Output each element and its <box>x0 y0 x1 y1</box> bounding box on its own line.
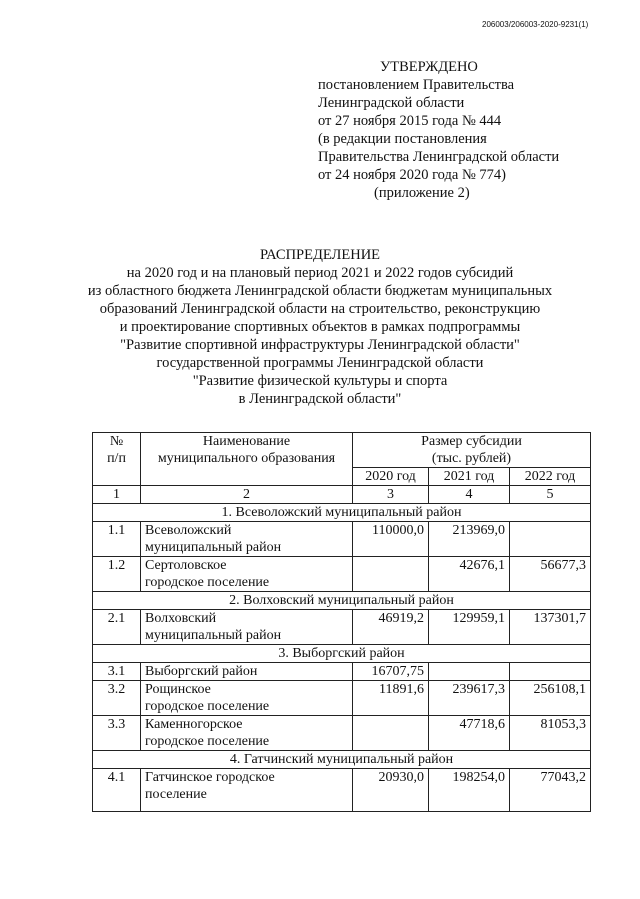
row-num: 3.2 <box>93 681 141 716</box>
row-name-line1: Каменногорское <box>145 717 243 732</box>
header-name-line1: Наименование <box>202 434 291 449</box>
table-row <box>93 610 591 645</box>
header-size-line1: Размер субсидии <box>421 434 522 449</box>
group-row <box>93 504 591 522</box>
value-2022: 56677,3 <box>510 557 591 592</box>
heading-line: "Развитие физической культуры и спорта <box>192 373 448 389</box>
group-title: 1. Всеволожский муниципальный район <box>93 504 591 522</box>
group-title: 4. Гатчинский муниципальный район <box>93 751 591 769</box>
header-num-line2: п/п <box>107 451 126 466</box>
approval-block <box>318 58 559 202</box>
table-row <box>93 769 591 812</box>
row-name <box>141 681 353 716</box>
heading-line: образований Ленинградской области на строительство, реконструкцию <box>99 301 541 317</box>
row-name <box>141 769 353 812</box>
value-2021: 47718,6 <box>429 716 510 751</box>
heading-line: государственной программы Ленинградской области <box>156 355 484 371</box>
approval-title: УТВЕРЖДЕНО <box>380 59 478 75</box>
approval-line: Правительства Ленинградской области <box>318 149 560 165</box>
document-heading <box>0 246 640 408</box>
row-name-line2: городское поселение <box>145 734 270 749</box>
value-2020: 110000,0 <box>353 522 429 557</box>
row-name-line1: Выборгский район <box>145 664 258 679</box>
approval-appendix: (приложение 2) <box>374 185 470 201</box>
value-2022: 77043,2 <box>510 769 591 812</box>
column-number: 2 <box>141 486 353 504</box>
value-2020: 11891,6 <box>353 681 429 716</box>
row-name-line1: Гатчинское городское <box>145 770 275 785</box>
header-year: 2021 год <box>429 468 510 486</box>
heading-line: в Ленинградской области" <box>238 391 402 407</box>
column-number: 5 <box>510 486 591 504</box>
approval-line: от 24 ноября 2020 года № 774) <box>318 167 506 183</box>
heading-title: РАСПРЕДЕЛЕНИЕ <box>259 247 381 263</box>
header-size-line2: (тыс. рублей) <box>431 451 512 466</box>
row-name-line1: Волховский <box>145 611 217 626</box>
row-num: 3.1 <box>93 663 141 681</box>
group-row <box>93 751 591 769</box>
row-num: 2.1 <box>93 610 141 645</box>
table-row <box>93 557 591 592</box>
table-row <box>93 522 591 557</box>
value-2020 <box>353 557 429 592</box>
column-number: 4 <box>429 486 510 504</box>
approval-line: постановлением Правительства <box>318 77 515 93</box>
table-row <box>93 663 591 681</box>
header-num-line1: № <box>109 434 124 449</box>
row-name <box>141 522 353 557</box>
table-row <box>93 716 591 751</box>
column-number: 3 <box>353 486 429 504</box>
approval-line: Ленинградской области <box>318 95 465 111</box>
document-id: 206003/206003-2020-9231(1) <box>482 20 589 29</box>
approval-line: от 27 ноября 2015 года № 444 <box>318 113 502 129</box>
table-row <box>93 681 591 716</box>
heading-line: "Развитие спортивной инфраструктуры Ленинградской области" <box>120 337 520 353</box>
value-2020: 20930,0 <box>353 769 429 812</box>
table-colnum-row <box>93 486 591 504</box>
column-number: 1 <box>93 486 141 504</box>
value-2021: 239617,3 <box>429 681 510 716</box>
header-size <box>353 433 591 468</box>
row-name-line2: муниципальный район <box>145 540 282 555</box>
value-2021: 42676,1 <box>429 557 510 592</box>
value-2020: 16707,75 <box>353 663 429 681</box>
value-2021: 213969,0 <box>429 522 510 557</box>
header-num <box>93 433 141 486</box>
value-2022 <box>510 663 591 681</box>
value-2021: 198254,0 <box>429 769 510 812</box>
row-name-line2: муниципальный район <box>145 628 282 643</box>
row-name <box>141 716 353 751</box>
heading-line: и проектирование спортивных объектов в рамках подпрограммы <box>119 319 521 335</box>
row-num: 1.1 <box>93 522 141 557</box>
row-name <box>141 610 353 645</box>
value-2020: 46919,2 <box>353 610 429 645</box>
group-title: 3. Выборгский район <box>93 645 591 663</box>
value-2022: 81053,3 <box>510 716 591 751</box>
row-name-line1: Всеволожский <box>145 523 232 538</box>
header-name-line2: муниципального образования <box>157 451 336 466</box>
approval-line: (в редакции постановления <box>318 131 487 147</box>
row-num: 4.1 <box>93 769 141 812</box>
value-2022: 256108,1 <box>510 681 591 716</box>
row-name-line2: городское поселение <box>145 699 270 714</box>
heading-line: на 2020 год и на плановый период 2021 и 2022 годов субсидий <box>126 265 514 281</box>
group-title: 2. Волховский муниципальный район <box>93 592 591 610</box>
heading-line: из областного бюджета Ленинградской области бюджетам муниципальных <box>87 283 553 299</box>
group-row <box>93 645 591 663</box>
row-name-line2: городское поселение <box>145 575 270 590</box>
row-num: 1.2 <box>93 557 141 592</box>
value-2021: 129959,1 <box>429 610 510 645</box>
row-name-line1: Сертоловское <box>145 558 227 573</box>
value-2021 <box>429 663 510 681</box>
row-name-line1: Рощинское <box>145 682 211 697</box>
row-name <box>141 663 353 681</box>
header-year: 2020 год <box>353 468 429 486</box>
row-name <box>141 557 353 592</box>
group-row <box>93 592 591 610</box>
table-header-row <box>93 433 591 468</box>
row-num: 3.3 <box>93 716 141 751</box>
value-2022 <box>510 522 591 557</box>
value-2020 <box>353 716 429 751</box>
row-name-line2: поселение <box>145 787 207 802</box>
header-name <box>141 433 353 486</box>
subsidy-table <box>92 432 591 812</box>
value-2022: 137301,7 <box>510 610 591 645</box>
header-year: 2022 год <box>510 468 591 486</box>
